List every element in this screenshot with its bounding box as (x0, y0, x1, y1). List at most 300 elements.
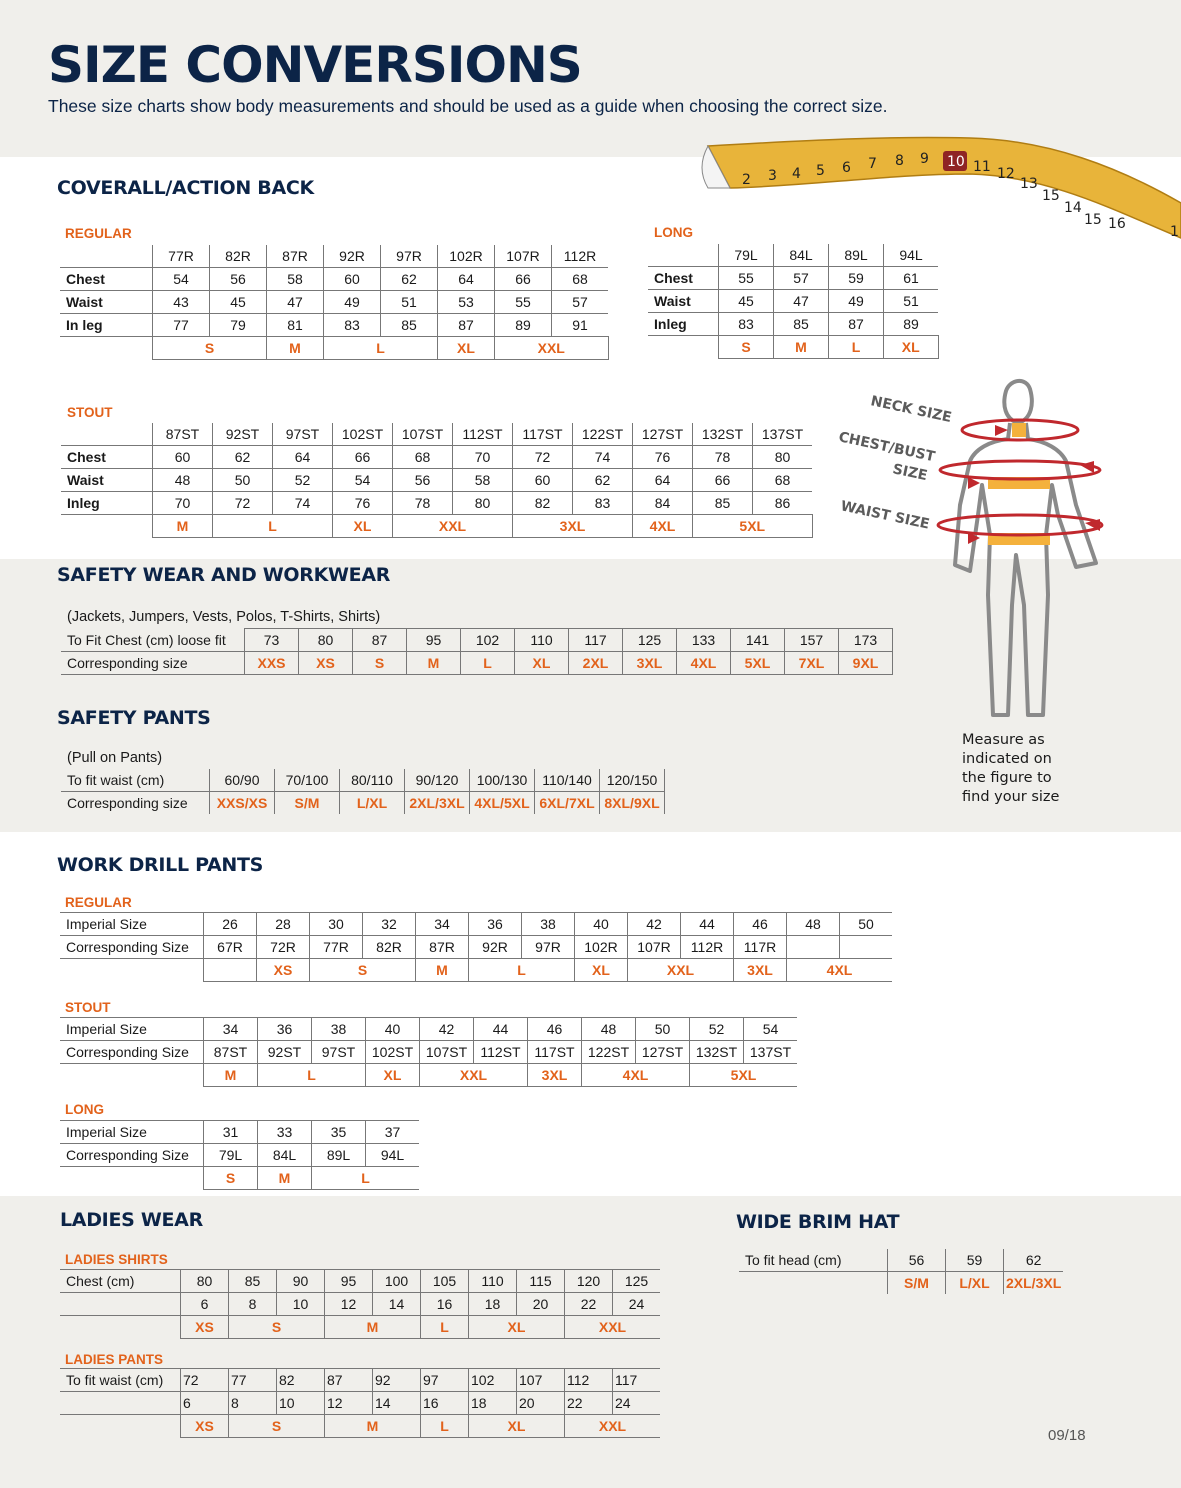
table-cell: 132ST (690, 1041, 744, 1064)
column-header: 117ST (513, 423, 573, 446)
size-cell: XL (438, 337, 495, 360)
size-cell: 3XL (734, 959, 787, 982)
table-row (60, 1270, 660, 1293)
label-long: LONG (654, 225, 693, 240)
tape-number: 16 (1108, 216, 1126, 232)
size-cell: S (229, 1415, 325, 1438)
row-label: Inleg (61, 492, 153, 515)
table-cell: 125 (623, 629, 677, 652)
table-cell: 3XL (623, 652, 677, 675)
tape-number: 15 (1042, 188, 1060, 204)
column-header: 107ST (393, 423, 453, 446)
table-cell: 68 (753, 469, 813, 492)
measure-note-line: indicated on (962, 751, 1052, 767)
tape-number: 14 (1064, 200, 1082, 216)
table-cell: 55 (495, 291, 552, 314)
size-cell: 4XL (633, 515, 693, 538)
table-cell: 18 (469, 1392, 517, 1415)
section-title-work-drill: WORK DRILL PANTS (57, 854, 264, 876)
table-cell: 83 (324, 314, 381, 337)
size-cell: XS (257, 959, 310, 982)
size-cell: S (204, 1167, 258, 1190)
ladies-pants-table (60, 1368, 660, 1438)
table-cell: 14 (373, 1392, 421, 1415)
size-cell: M (267, 337, 324, 360)
column-header: 127ST (633, 423, 693, 446)
table-cell: 66 (333, 446, 393, 469)
table-cell: 50 (636, 1018, 690, 1041)
table-cell: 68 (393, 446, 453, 469)
ladies-band (0, 1196, 1181, 1488)
label-stout: STOUT (67, 405, 113, 420)
size-cell: L (421, 1415, 469, 1438)
table-cell: 54 (744, 1018, 798, 1041)
table-cell: 122ST (582, 1041, 636, 1064)
table-cell: 80 (299, 629, 353, 652)
row-label: To fit waist (cm) (60, 1369, 181, 1392)
table-row (60, 1392, 660, 1415)
table-row (61, 652, 893, 675)
tape-number: 3 (768, 168, 777, 184)
table-cell: 112ST (474, 1041, 528, 1064)
table-row (60, 1121, 419, 1144)
column-header: 107R (495, 245, 552, 268)
table-cell: 22 (565, 1293, 613, 1316)
table-cell: 48 (582, 1018, 636, 1041)
table-cell: 85 (774, 313, 829, 336)
table-cell: 110/140 (535, 769, 600, 792)
table-cell: 89 (884, 313, 939, 336)
table-cell: XXS (245, 652, 299, 675)
table-cell (840, 936, 893, 959)
table-cell: 83 (719, 313, 774, 336)
figure-waist-label: WAIST SIZE (839, 498, 931, 533)
size-cell: L (469, 959, 575, 982)
table-cell: 112R (681, 936, 734, 959)
measure-note-line: Measure as (962, 732, 1045, 748)
table-cell: 90/120 (405, 769, 470, 792)
tape-number: 1 (1170, 224, 1179, 240)
table-cell: 80 (181, 1270, 229, 1293)
drill-long-table (60, 1120, 419, 1190)
table-cell: 34 (204, 1018, 258, 1041)
column-header: 132ST (693, 423, 753, 446)
table-cell: 91 (552, 314, 609, 337)
row-label: Chest (648, 267, 719, 290)
table-cell: 50 (840, 913, 893, 936)
tape-number: 15 (1084, 212, 1102, 228)
empty-cell (60, 959, 204, 982)
table-cell: 66 (693, 469, 753, 492)
figure-neck-label: NECK SIZE (869, 393, 953, 427)
table-cell: 92ST (258, 1041, 312, 1064)
table-cell: 102ST (366, 1041, 420, 1064)
table-cell: 4XL (677, 652, 731, 675)
table-cell: 60/90 (210, 769, 275, 792)
column-header: 84L (774, 244, 829, 267)
size-cell: M (258, 1167, 312, 1190)
safety-wear-note: (Jackets, Jumpers, Vests, Polos, T-Shirts, Shirts) (67, 609, 381, 625)
table-row (61, 769, 665, 792)
row-label: Chest (cm) (60, 1270, 181, 1293)
size-row (61, 515, 812, 538)
table-cell: 85 (381, 314, 438, 337)
table-cell: XL (515, 652, 569, 675)
table-cell: 141 (731, 629, 785, 652)
empty-cell (60, 337, 153, 360)
table-cell: 36 (469, 913, 522, 936)
size-cell: M (416, 959, 469, 982)
table-cell: 87R (416, 936, 469, 959)
table-row (61, 446, 812, 469)
table-cell: 6 (181, 1392, 229, 1415)
measuring-tape-illustration (690, 118, 1181, 240)
table-cell: 38 (522, 913, 575, 936)
table-cell: 76 (333, 492, 393, 515)
table-cell: 70 (453, 446, 513, 469)
size-cell: XXL (420, 1064, 528, 1087)
table-cell: 24 (613, 1293, 661, 1316)
table-cell: 18 (469, 1293, 517, 1316)
table-cell: 10 (277, 1293, 325, 1316)
table-cell: 110 (469, 1270, 517, 1293)
size-cell: XXL (393, 515, 513, 538)
table-cell: 67R (204, 936, 257, 959)
table-cell: 55 (719, 267, 774, 290)
table-cell: 87 (438, 314, 495, 337)
table-cell: 4XL/5XL (470, 792, 535, 815)
tape-number: 5 (816, 163, 825, 179)
page-title: SIZE CONVERSIONS (48, 36, 582, 94)
table-cell: 100/130 (470, 769, 535, 792)
size-cell: L (258, 1064, 366, 1087)
empty-cell (60, 245, 153, 268)
row-label: Imperial Size (60, 1018, 204, 1041)
table-cell: 97 (421, 1369, 469, 1392)
table-cell: 12 (325, 1392, 373, 1415)
table-cell: 59 (829, 267, 884, 290)
page-footer: 09/18 (1048, 1427, 1086, 1444)
table-cell: 95 (325, 1270, 373, 1293)
row-label: Waist (60, 291, 153, 314)
table-cell: 60 (153, 446, 213, 469)
table-cell: 52 (690, 1018, 744, 1041)
table-cell: 56 (210, 268, 267, 291)
table-cell: 46 (734, 913, 787, 936)
table-cell: 20 (517, 1392, 565, 1415)
size-cell: L (324, 337, 438, 360)
page-subtitle: These size charts show body measurements and should be used as a guide when choosing the correct size. (48, 96, 888, 116)
table-cell: 33 (258, 1121, 312, 1144)
table-cell: 49 (324, 291, 381, 314)
table-cell: S (353, 652, 407, 675)
column-header: 92R (324, 245, 381, 268)
table-cell: 56 (393, 469, 453, 492)
table-cell: 82 (277, 1369, 325, 1392)
size-cell: 5XL (690, 1064, 798, 1087)
table-row (60, 1369, 660, 1392)
safety-pants-note: (Pull on Pants) (67, 750, 163, 766)
size-cell: XXL (628, 959, 734, 982)
drill-stout-table (60, 1017, 797, 1087)
table-row (648, 290, 938, 313)
table-cell: 48 (153, 469, 213, 492)
size-cell: XL (366, 1064, 420, 1087)
row-label: To fit waist (cm) (61, 769, 210, 792)
table-cell: 84 (633, 492, 693, 515)
table-cell: 24 (613, 1392, 661, 1415)
drill-regular-table (60, 912, 892, 982)
table-cell: 14 (373, 1293, 421, 1316)
section-title-coverall: COVERALL/ACTION BACK (57, 177, 314, 199)
table-cell: 48 (787, 913, 840, 936)
table-cell: 38 (312, 1018, 366, 1041)
table-cell: 42 (628, 913, 681, 936)
table-cell: 2XL/3XL (1004, 1272, 1064, 1295)
size-cell: M (204, 1064, 258, 1087)
table-cell: 37 (366, 1121, 420, 1144)
table-cell: 45 (719, 290, 774, 313)
table-row (60, 936, 892, 959)
label-ladies-shirts: LADIES SHIRTS (65, 1252, 168, 1267)
tape-number: 12 (997, 166, 1015, 182)
table-cell: 2XL/3XL (405, 792, 470, 815)
column-header: 87ST (153, 423, 213, 446)
row-label: Waist (648, 290, 719, 313)
coverall-long-table (648, 244, 939, 359)
coverall-regular-table (60, 245, 609, 360)
table-cell: 107 (517, 1369, 565, 1392)
table-cell: 46 (528, 1018, 582, 1041)
table-cell: 68 (552, 268, 609, 291)
label-drill-regular: REGULAR (65, 895, 132, 910)
table-cell: 58 (267, 268, 324, 291)
size-cell: XS (181, 1316, 229, 1339)
row-label: Imperial Size (60, 913, 204, 936)
table-cell: 54 (153, 268, 210, 291)
table-cell: 78 (693, 446, 753, 469)
empty-cell (60, 1316, 181, 1339)
empty-cell (648, 244, 719, 267)
table-cell: 32 (363, 913, 416, 936)
table-cell: 45 (210, 291, 267, 314)
size-row (60, 337, 608, 360)
size-cell: XXL (565, 1316, 661, 1339)
size-cell: 4XL (787, 959, 893, 982)
table-cell: 51 (381, 291, 438, 314)
section-title-safety-pants: SAFETY PANTS (57, 707, 211, 729)
size-cell: L (213, 515, 333, 538)
hat-table (739, 1249, 1063, 1294)
table-cell: 12 (325, 1293, 373, 1316)
row-label: Chest (60, 268, 153, 291)
table-cell: 79 (210, 314, 267, 337)
safety-pants-table (61, 769, 665, 814)
table-cell: 42 (420, 1018, 474, 1041)
column-header: 102R (438, 245, 495, 268)
table-cell: 44 (681, 913, 734, 936)
table-cell: 64 (633, 469, 693, 492)
table-cell: 6XL/7XL (535, 792, 600, 815)
table-cell: 115 (517, 1270, 565, 1293)
size-cell: S (310, 959, 416, 982)
table-row (61, 492, 812, 515)
table-cell: S/M (275, 792, 340, 815)
column-header: 97ST (273, 423, 333, 446)
table-cell: 117 (569, 629, 623, 652)
empty-cell (60, 1167, 204, 1190)
row-label (60, 1293, 181, 1316)
table-cell: 76 (633, 446, 693, 469)
table-cell: 57 (552, 291, 609, 314)
tape-number: 9 (920, 151, 929, 167)
table-cell: 82R (363, 936, 416, 959)
table-cell: 64 (438, 268, 495, 291)
table-cell: 57 (774, 267, 829, 290)
size-cell: 5XL (693, 515, 813, 538)
tape-number: 7 (868, 156, 877, 172)
label-regular: REGULAR (65, 226, 132, 241)
table-cell: 85 (229, 1270, 277, 1293)
table-cell: 59 (946, 1249, 1004, 1272)
table-header-row (61, 423, 812, 446)
table-cell: 117 (613, 1369, 661, 1392)
table-cell: 95 (407, 629, 461, 652)
table-cell: 28 (257, 913, 310, 936)
column-header: 82R (210, 245, 267, 268)
table-cell: 120/150 (600, 769, 665, 792)
table-cell: 30 (310, 913, 363, 936)
size-cell: 4XL (582, 1064, 690, 1087)
tape-number: 10 (947, 154, 965, 170)
table-cell: 40 (575, 913, 628, 936)
size-cell: M (774, 336, 829, 359)
empty-cell (61, 423, 153, 446)
table-cell: 87ST (204, 1041, 258, 1064)
table-cell: 89 (495, 314, 552, 337)
table-cell: 133 (677, 629, 731, 652)
table-cell: 94L (366, 1144, 420, 1167)
safety-wear-table (61, 628, 893, 675)
table-cell: 16 (421, 1392, 469, 1415)
row-label (739, 1272, 888, 1295)
table-row (60, 1041, 797, 1064)
table-row (648, 313, 938, 336)
ladies-shirts-table (60, 1269, 660, 1339)
table-row (60, 1144, 419, 1167)
table-cell: 125 (613, 1270, 661, 1293)
table-cell: L/XL (946, 1272, 1004, 1295)
table-cell: 31 (204, 1121, 258, 1144)
tape-number: 8 (895, 153, 904, 169)
table-cell: 60 (513, 469, 573, 492)
size-cell: M (325, 1415, 421, 1438)
table-cell: 62 (213, 446, 273, 469)
column-header: 122ST (573, 423, 633, 446)
column-header: 112R (552, 245, 609, 268)
size-cell: S (229, 1316, 325, 1339)
table-cell: 92 (373, 1369, 421, 1392)
table-cell: 70 (153, 492, 213, 515)
table-cell: 36 (258, 1018, 312, 1041)
table-cell: XS (299, 652, 353, 675)
table-cell: L (461, 652, 515, 675)
table-cell: 82 (513, 492, 573, 515)
table-cell: 66 (495, 268, 552, 291)
column-header: 94L (884, 244, 939, 267)
row-label: Corresponding Size (60, 1041, 204, 1064)
section-title-safety-wear: SAFETY WEAR AND WORKWEAR (57, 564, 391, 586)
size-cell: S (719, 336, 774, 359)
measure-note-line: the figure to (962, 770, 1052, 786)
table-cell: 22 (565, 1392, 613, 1415)
row-label: Chest (61, 446, 153, 469)
size-cell: L (312, 1167, 420, 1190)
table-cell: 105 (421, 1270, 469, 1293)
tape-number: 4 (792, 166, 801, 182)
table-cell: 56 (888, 1249, 946, 1272)
size-cell: XL (333, 515, 393, 538)
table-cell: 20 (517, 1293, 565, 1316)
row-label: To fit head (cm) (739, 1249, 888, 1272)
tape-number: 13 (1020, 176, 1038, 192)
size-cell: M (325, 1316, 421, 1339)
size-cell: XXL (565, 1415, 661, 1438)
table-cell: 34 (416, 913, 469, 936)
table-row (648, 267, 938, 290)
table-cell: 40 (366, 1018, 420, 1041)
measure-note-line: find your size (962, 789, 1060, 805)
column-header: 102ST (333, 423, 393, 446)
table-cell: 83 (573, 492, 633, 515)
table-cell: 47 (774, 290, 829, 313)
table-cell: 120 (565, 1270, 613, 1293)
table-cell: 102 (461, 629, 515, 652)
size-row (60, 959, 892, 982)
size-cell: XL (469, 1415, 565, 1438)
table-cell: 35 (312, 1121, 366, 1144)
figure-chest-label-2: SIZE (891, 461, 929, 485)
table-cell: 73 (245, 629, 299, 652)
table-cell: 26 (204, 913, 257, 936)
table-cell: 6 (181, 1293, 229, 1316)
table-cell: L/XL (340, 792, 405, 815)
table-cell: 10 (277, 1392, 325, 1415)
column-header: 89L (829, 244, 884, 267)
table-cell: 54 (333, 469, 393, 492)
table-cell: 72 (213, 492, 273, 515)
size-cell: 3XL (513, 515, 633, 538)
table-cell: 84L (258, 1144, 312, 1167)
table-cell: 70/100 (275, 769, 340, 792)
table-row (61, 792, 665, 815)
column-header: 137ST (753, 423, 813, 446)
table-cell: 8XL/9XL (600, 792, 665, 815)
size-row (60, 1415, 660, 1438)
coverall-stout-table (61, 423, 813, 538)
table-cell: 89L (312, 1144, 366, 1167)
row-label: Inleg (648, 313, 719, 336)
table-cell: 72R (257, 936, 310, 959)
table-cell: 2XL (569, 652, 623, 675)
table-cell: 137ST (744, 1041, 798, 1064)
table-cell: 64 (273, 446, 333, 469)
table-cell: 92R (469, 936, 522, 959)
table-cell: 62 (381, 268, 438, 291)
row-label: Corresponding Size (60, 936, 204, 959)
table-header-row (648, 244, 938, 267)
empty-cell (60, 1415, 181, 1438)
